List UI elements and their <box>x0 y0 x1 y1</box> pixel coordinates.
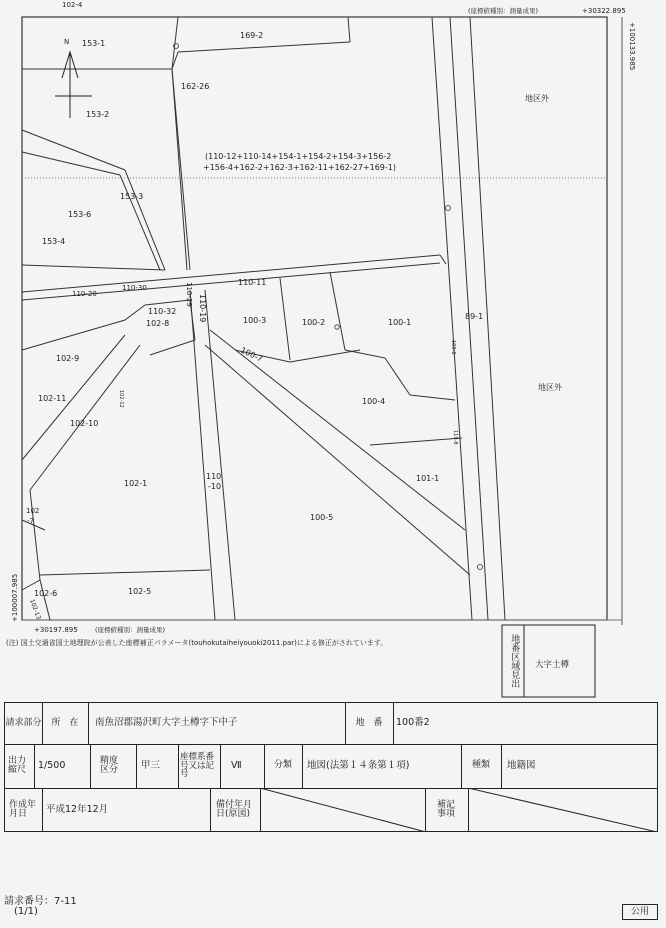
parcel-label: 89-1 <box>465 312 484 321</box>
accuracy-label: 精度区分 <box>100 755 119 775</box>
parcel-label: 101-1 <box>416 474 440 483</box>
info-table <box>4 702 658 832</box>
bottom-left-coord: +30197.895 <box>34 626 78 634</box>
request-number: 請求番号：7-11 <box>4 896 77 907</box>
lot-value: 100番2 <box>396 717 430 728</box>
bottom-coord-note: (座標値種別：測量成果) <box>95 626 166 634</box>
combined-parcels-line2: +156-4+162-2+162-3+162-11+162-27+169-1) <box>203 163 396 172</box>
north-arrow-icon <box>55 52 92 118</box>
coord-value: Ⅶ <box>231 760 242 771</box>
parcel-label: 100-3 <box>243 316 267 325</box>
combined-parcels-line1: (110-12+110-14+154-1+154-2+154-3+156-2 <box>205 152 392 161</box>
parcel-label: 100-6 <box>450 340 456 355</box>
parcel-label: -10 <box>208 482 222 491</box>
parcel-label: 110-19 <box>198 294 207 323</box>
index-label: 地番区域見出 <box>509 634 520 688</box>
parcel-label: 153-3 <box>120 192 144 201</box>
north-label: N <box>64 38 70 46</box>
parcel-label: 110-32 <box>148 307 177 316</box>
parcel-label: 102-6 <box>34 589 58 598</box>
map-note: (注) 国土交通省国土地理院が公表した座標補正パラメータ(touhokutaiheiyouoki2011.par)による修正がされています。 <box>6 639 388 647</box>
right-top-coord: +100133.985 <box>628 22 636 71</box>
parcel-label: -7 <box>27 517 34 525</box>
parcel-label: 169-2 <box>240 31 264 40</box>
parcel-label: 102-1 <box>124 479 148 488</box>
accuracy-value: 甲三 <box>141 760 161 771</box>
scale-label: 出力縮尺 <box>8 755 27 775</box>
parcel-label: 102-12 <box>118 390 124 408</box>
parcel-label: 102-8 <box>146 319 170 328</box>
location-label: 所 在 <box>51 717 79 728</box>
location-value: 南魚沼郡湯沢町大字土樽字下中子 <box>95 717 238 728</box>
parcel-label: 153-4 <box>42 237 66 246</box>
parcel-label: 102-5 <box>128 587 152 596</box>
parcel-label: 102-11 <box>38 394 67 403</box>
parcel-label: 110-11 <box>238 278 267 287</box>
lot-label: 地 番 <box>355 717 383 728</box>
parcel-label: 100-4 <box>362 397 386 406</box>
parcel-label: 102-10 <box>70 419 99 428</box>
official-use-stamp: 公用 <box>622 904 658 920</box>
kind-value: 地籍図 <box>507 760 536 771</box>
outside-area-label: 地区外 <box>525 94 549 103</box>
parcel-label: 110-8 <box>452 430 458 445</box>
parcel-label: 110 <box>206 472 222 481</box>
remarks-label: 補記事項 <box>437 799 456 819</box>
page-number: (1/1) <box>14 906 38 917</box>
parcel-label: 100-2 <box>302 318 326 327</box>
parcel-label: 153-1 <box>82 39 106 48</box>
parcel-label: 102 <box>26 507 40 515</box>
top-coord-note: (座標値種別：測量成果) <box>468 7 539 15</box>
outside-area-label: 地区外 <box>538 383 562 392</box>
class-label: 分類 <box>273 760 292 771</box>
parcel-label: 153-2 <box>86 110 110 119</box>
register-date-label: 備付年月日(原図) <box>216 799 253 819</box>
parcel-label: 110-29 <box>185 282 193 307</box>
parcel-label: 100-7 <box>239 345 265 364</box>
scale-value: 1/500 <box>38 760 66 771</box>
parcel-label: 153-6 <box>68 210 92 219</box>
index-value: 大字土樽 <box>535 660 570 670</box>
kind-label: 種類 <box>471 760 490 771</box>
parcel-label: 110-20 <box>72 290 97 298</box>
top-right-coord: +30322.895 <box>582 7 626 15</box>
top-left-fragment: 102-4 <box>62 1 83 9</box>
request-section-label: 請求部分 <box>5 717 42 728</box>
created-value: 平成12年12月 <box>46 804 109 815</box>
coord-label: 座標系番号又は記号 <box>180 751 215 780</box>
parcel-label: 102-9 <box>56 354 80 363</box>
created-label: 作成年月日 <box>9 799 37 819</box>
parcel-label: 162-26 <box>181 82 210 91</box>
class-value: 地図(法第１４条第１項) <box>307 760 410 771</box>
parcel-label: 100-5 <box>310 513 334 522</box>
parcel-label: 110-30 <box>122 284 147 292</box>
parcel-label: 102-13 <box>28 598 42 621</box>
left-bottom-coord: +100007.985 <box>11 573 19 622</box>
parcel-label: 100-1 <box>388 318 412 327</box>
